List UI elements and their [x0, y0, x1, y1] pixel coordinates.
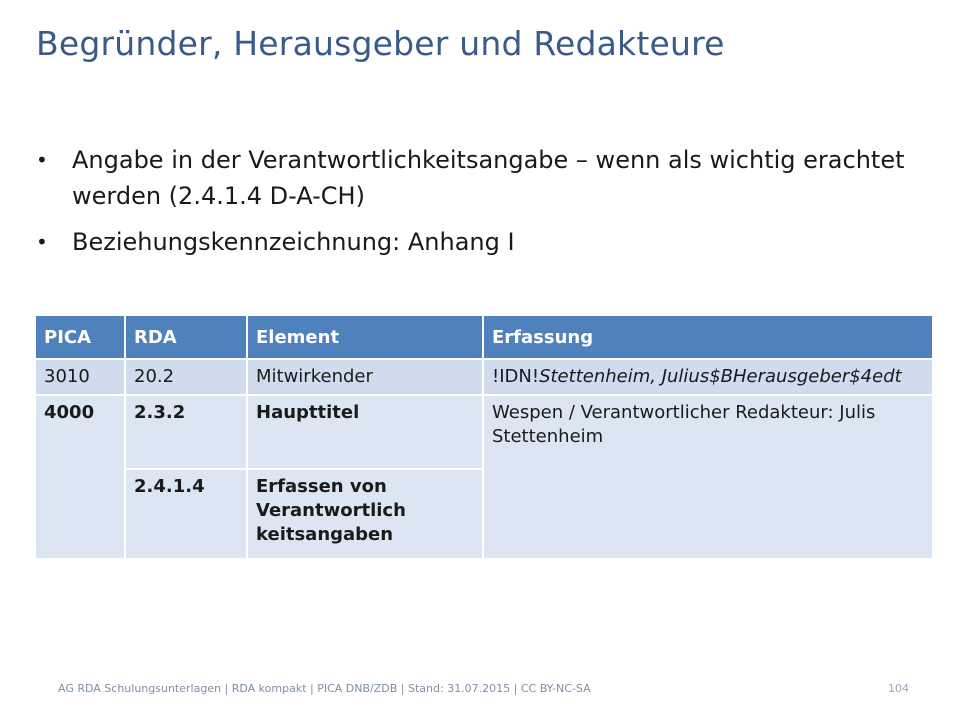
cell-element: Haupttitel	[247, 395, 483, 469]
header-pica: PICA	[35, 315, 125, 359]
table-row	[35, 359, 933, 395]
cataloging-table	[34, 314, 934, 560]
cell-erfassung	[483, 359, 933, 395]
cell-pica: 4000	[35, 395, 125, 559]
cell-rda: 2.3.2	[125, 395, 247, 469]
header-rda: RDA	[125, 315, 247, 359]
cell-erfassung: Wespen / Verantwortlicher Redakteur: Julis Stettenheim	[483, 395, 933, 559]
cell-pica: 3010	[35, 359, 125, 395]
footer-text: AG RDA Schulungsunterlagen | RDA kompakt | PICA DNB/ZDB | Stand: 31.07.2015 | CC BY-NC-SA	[58, 682, 591, 695]
slide-title: Begründer, Herausgeber und Redakteure	[36, 24, 725, 63]
bullet-list	[36, 142, 936, 270]
table-row	[35, 395, 933, 469]
erfassung-prefix: !IDN!	[492, 366, 540, 387]
header-erfassung: Erfassung	[483, 315, 933, 359]
erfassung-italic: Stettenheim, Julius$BHerausgeber$4edt	[539, 366, 902, 387]
cell-rda: 2.4.1.4	[125, 469, 247, 559]
bullet-item: • Beziehungskennzeichnung: Anhang I	[36, 224, 936, 260]
cell-element: Erfassen von Verantwortlich keitsangaben	[247, 469, 483, 559]
table-header-row	[35, 315, 933, 359]
cell-rda: 20.2	[125, 359, 247, 395]
cell-element: Mitwirkender	[247, 359, 483, 395]
bullet-item: • Angabe in der Verantwortlichkeitsangabe – wenn als wichtig erachtet werden (2.4.1.4 D-A-CH)	[36, 142, 936, 214]
header-element: Element	[247, 315, 483, 359]
page-number: 104	[888, 682, 909, 695]
